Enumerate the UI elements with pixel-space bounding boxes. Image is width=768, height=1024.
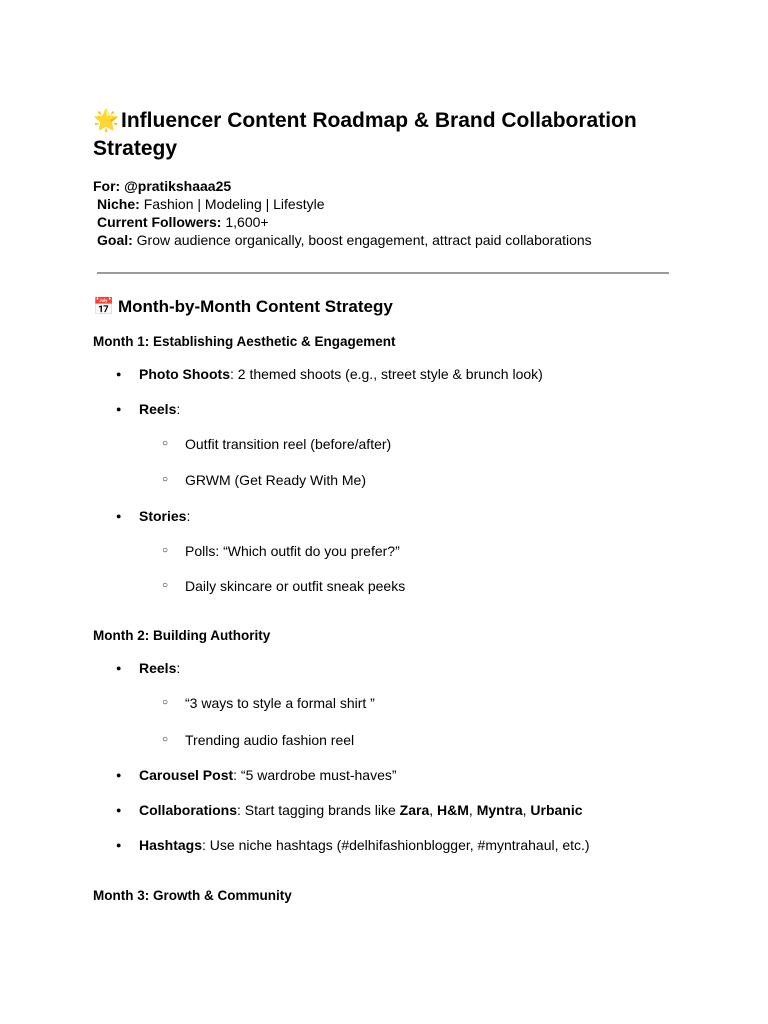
brand-separator: , [429,802,438,818]
month1-story-subitem: ○ Daily skincare or outfit sneak peeks [185,577,405,595]
brand-separator: , [522,802,531,818]
strategy-heading [93,296,393,318]
photo-shoots-text: : 2 themed shoots (e.g., street style & brunch look) [230,366,543,382]
for-value: @pratikshaaa25 [124,178,232,194]
hashtags-text: : Use niche hashtags (#delhifashionblogger, #myntrahaul, etc.) [202,837,590,853]
month2-reels-item [139,659,180,677]
goal-label: Goal: [97,232,133,248]
stories-colon: : [186,508,191,524]
month1-photo-shoots-item [139,365,543,383]
carousel-label: Carousel Post [139,767,234,783]
month2-hashtags-item [139,836,590,854]
followers-label: Current Followers: [97,214,222,230]
month2-carousel-item [139,766,397,784]
followers-value: 1,600+ [225,214,269,230]
brand-name: Zara [399,802,430,818]
niche-value: Fashion | Modeling | Lifestyle [143,196,325,212]
carousel-text: : “5 wardrobe must-haves” [233,767,397,783]
month1-stories-item [139,507,190,525]
brand-separator: , [468,802,477,818]
calendar-icon: 📅 [93,297,115,316]
for-label: For: [93,178,121,194]
horizontal-divider [97,272,669,274]
followers-line [97,213,269,231]
photo-shoots-label: Photo Shoots [139,366,230,382]
reels-label: Reels [139,401,177,417]
month1-story-subitem: ○ Polls: “Which outfit do you prefer?” [185,542,400,560]
month3-heading: Month 3: Growth & Community [93,888,292,903]
brand-name: Urbanic [530,802,583,818]
reels-label: Reels [139,660,177,676]
niche-line [97,195,325,213]
month2-heading: Month 2: Building Authority [93,628,271,643]
document-title [93,107,693,163]
reels-colon: : [176,660,181,676]
month1-reel-subitem: ○ Outfit transition reel (before/after) [185,435,391,453]
star-icon: 🌟 [93,109,120,132]
reels-colon: : [176,401,181,417]
niche-label: Niche: [97,196,140,212]
month1-reel-subitem: ○ GRWM (Get Ready With Me) [185,471,366,489]
brand-name: Myntra [476,802,523,818]
collaborations-label: Collaborations [139,802,238,818]
month1-reels-item [139,400,180,418]
month2-reel-subitem: ○ “3 ways to style a formal shirt ” [185,694,375,712]
for-line [93,177,231,195]
stories-label: Stories [139,508,187,524]
document-title-text: Influencer Content Roadmap & Brand Collaboration Strategy [93,109,637,160]
month2-reel-subitem: ○ Trending audio fashion reel [185,731,354,749]
month2-collaborations-item [139,801,583,819]
brand-name: H&M [437,802,469,818]
month1-heading: Month 1: Establishing Aesthetic & Engagement [93,334,396,349]
hashtags-label: Hashtags [139,837,203,853]
collaborations-text: : Start tagging brands like [237,802,400,818]
strategy-heading-text: Month-by-Month Content Strategy [118,297,393,316]
goal-line [97,231,592,249]
goal-value: Grow audience organically, boost engagement, attract paid collaborations [136,232,592,248]
